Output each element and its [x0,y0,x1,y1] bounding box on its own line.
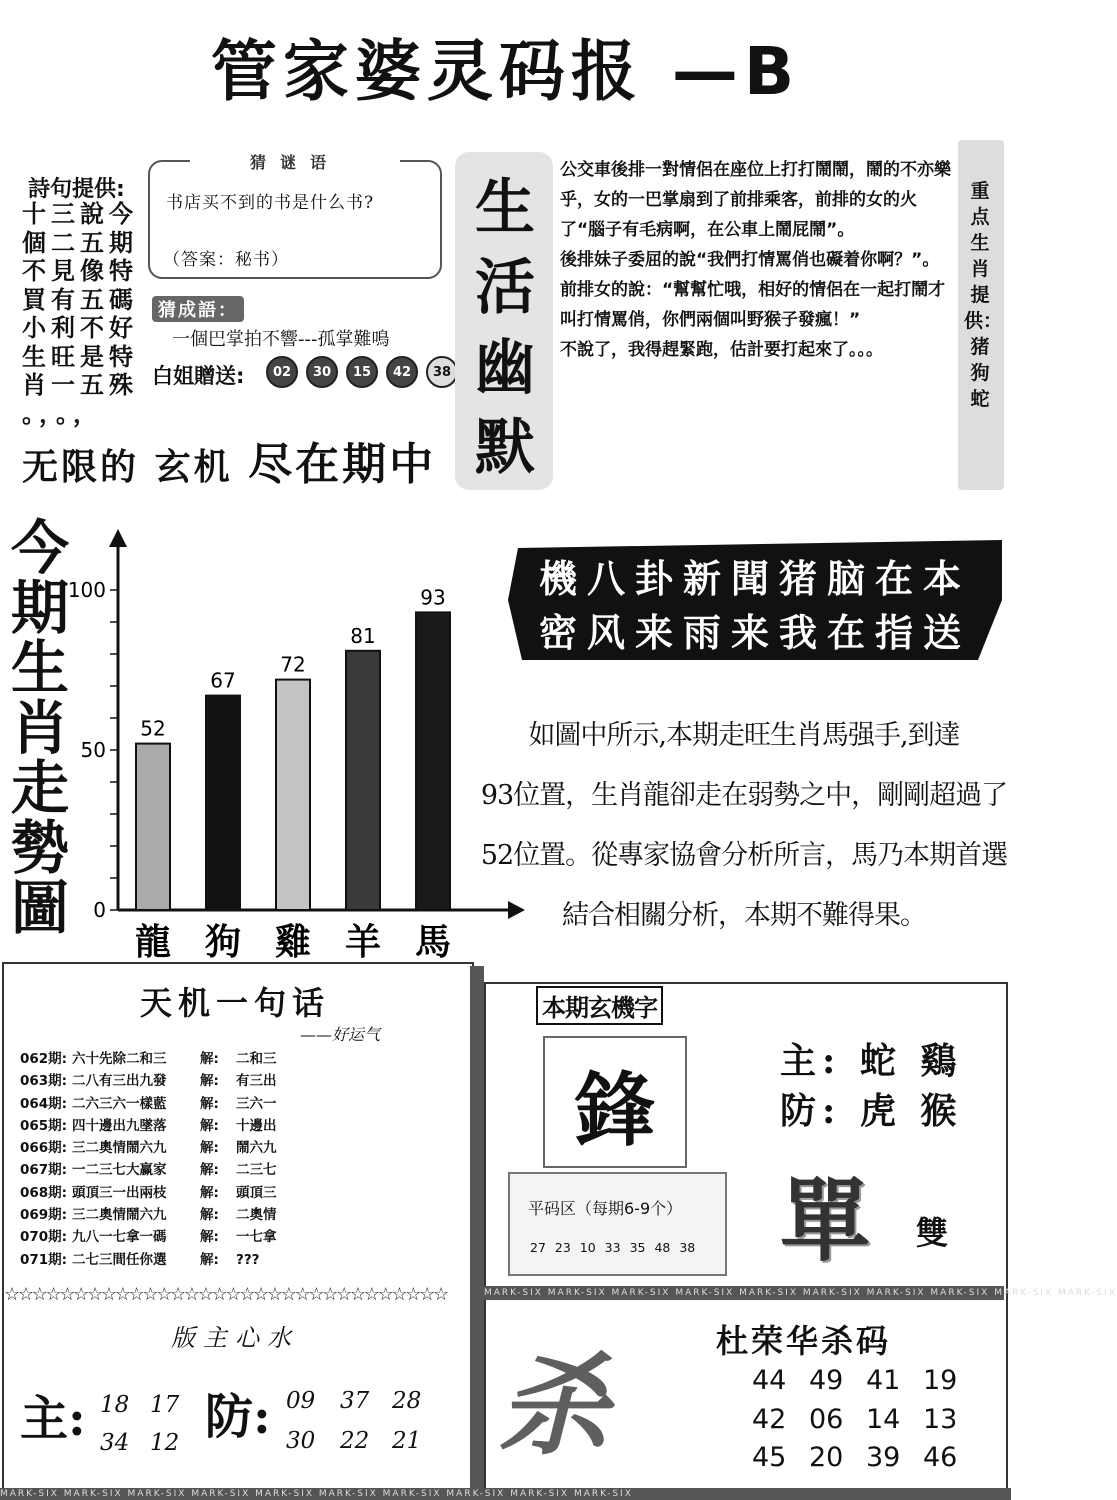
du-number: 14 [866,1403,901,1435]
riddle-heading: 猜谜语 [190,150,400,172]
poem-line: 肖一五殊 [22,371,138,399]
du-number: 49 [809,1365,844,1396]
tianji-phrase: 六十先除二和三 [72,1051,167,1067]
humor-title [468,168,542,488]
tianji-row [20,1249,316,1271]
pingma-number: 33 [604,1240,621,1255]
tianji-solution-label: 解: [200,1251,219,1268]
baijie-label: 白姐贈送: [152,364,245,388]
tianji-solution: 有三出 [236,1073,277,1090]
tianji-solution-label: 解: [200,1162,219,1179]
tianji-phrase: 頭頂三一出兩枝 [72,1184,167,1201]
analysis-line: 如圖中所示,本期走旺生肖馬强手,到達 [528,720,960,751]
tianji-solution: 二和三 [236,1051,277,1067]
humor-title-char: 默 [475,413,535,483]
shui-fang-number: 28 [392,1388,422,1414]
xuanji-fang: 防: 虎 猴 [780,1090,963,1132]
slogan-part: 玄机 [154,447,233,488]
y-tick-label: 100 [67,578,106,602]
tianji-row [20,1182,316,1204]
humor-paragraph: 不說了，我得趕緊跑，估計要打起來了。。。 [560,340,883,360]
tianji-solution: 頭頂三 [236,1184,277,1201]
shui-fang-number: 09 [286,1388,316,1414]
tianji-phrase: 二八有三出九發 [72,1073,167,1090]
tianji-phrase: 四十邊出九墜落 [72,1117,167,1134]
banner-line-1: 機八卦新聞猪脑在本 [538,557,971,601]
x-category-label: 雞 [274,922,312,963]
mark-six-strip: MARK-SIX MARK-SIX MARK-SIX MARK-SIX MARK-SIX MARK-SIX MARK-SIX MARK-SIX MARK-SIX MARK-SIX [0,1488,1011,1500]
tianji-row [20,1159,316,1181]
y-tick-label: 50 [80,738,106,762]
dan-char: 單 [780,1168,870,1274]
tianji-list [20,1048,316,1271]
du-number: 41 [866,1365,901,1396]
mark-six-strip: MARK-SIX MARK-SIX MARK-SIX MARK-SIX MARK-SIX MARK-SIX MARK-SIX MARK-SIX MARK-SIX MARK-SIX [484,1288,1117,1298]
xuanji-zhu: 主: 蛇 鷄 [780,1040,963,1082]
du-row [752,1362,980,1401]
shui-fang-label: 防: [205,1389,271,1445]
humor-title-char: 活 [475,253,535,323]
x-category-label: 狗 [204,922,242,963]
pingma-number: 23 [554,1240,571,1255]
tianji-period: 071期: [20,1251,68,1268]
tianji-row [20,1070,316,1092]
tianji-period: 064期: [20,1095,68,1112]
tianji-solution: 鬧六九 [236,1140,277,1157]
tianji-solution: 一七拿 [236,1229,277,1246]
du-number: 44 [752,1365,787,1396]
tianji-phrase: 一二三七大赢家 [72,1162,167,1179]
humor-paragraph: 前排女的說：“幫幫忙哦，相好的情侶在一起打鬧才叫打情罵俏，你們兩個叫野猴子發瘋！” [560,280,946,330]
pingma-numbers [530,1240,695,1255]
poem [22,200,138,428]
bar [416,612,450,910]
tianji-solution-label: 解: [200,1117,219,1134]
pingma-number: 10 [579,1240,596,1255]
bar [136,744,170,910]
x-category-label: 馬 [414,922,452,963]
du-row [752,1401,980,1440]
bar [206,696,240,910]
bar-value-label: 93 [420,585,446,610]
tianji-solution-label: 解: [200,1073,219,1090]
du-number: 20 [809,1442,844,1473]
tianji-phrase: 二六三六一樣藍 [72,1095,167,1112]
du-number: 46 [923,1442,958,1473]
du-row [752,1439,980,1478]
pingma-number: 48 [654,1240,671,1255]
shui-zhu-label: 主: [20,1391,86,1447]
zodiac-bar-chart [67,525,530,965]
shui-fang-number: 22 [340,1428,370,1454]
number-ball: 42 [386,356,418,388]
shui-zhu-number: 18 [100,1392,130,1418]
x-category-label: 羊 [344,922,382,963]
kill-decoration-char: 杀 [498,1341,608,1470]
idiom-heading: 猜成語： [152,296,244,322]
bar-value-label: 72 [280,652,306,677]
tianji-phrase: 三二奧情鬧六九 [72,1140,167,1157]
poem-line: 生旺是特 [22,342,138,371]
bar-value-label: 67 [210,668,236,693]
du-title: 杜荣华杀码 [716,1322,892,1360]
humor-body [560,155,952,365]
pingma-number: 38 [679,1240,696,1255]
tianji-period: 069期: [20,1207,68,1224]
shui-fang-number: 37 [340,1388,370,1414]
page-title: 管家婆灵码报 —B [210,33,801,110]
tianji-period: 062期: [20,1051,68,1067]
tianji-row [20,1093,316,1115]
zodiac-provider: 重点生肖提供：猪 狗 蛇 [964,180,1003,410]
number-ball: 15 [346,356,378,388]
shui-zhu-number: 17 [150,1392,180,1418]
tianji-solution-label: 解: [200,1095,219,1112]
du-number-grid [752,1362,980,1478]
analysis-line: 結合相關分析，本期不難得果。 [562,900,926,931]
number-ball: 38 [426,356,458,388]
poem-line: 個二五期 [22,228,138,257]
shuang-char: 雙 [916,1214,949,1252]
poem-line: 不見像特 [22,257,138,285]
tianji-title: 天机一句话 [139,984,330,1022]
analysis-line: 52位置。從專家協會分析所言，馬乃本期首選 [480,840,1008,871]
bar-value-label: 81 [350,623,376,648]
du-number: 45 [752,1442,787,1473]
tianji-solution-label: 解: [200,1051,219,1067]
xuanji-title: 本期玄機字 [536,986,663,1025]
tianji-phrase: 九八一七拿一碼 [72,1229,167,1246]
tianji-row [20,1115,316,1137]
tianji-row [20,1204,316,1226]
y-axis-arrow [109,529,127,547]
banner-line-2: 密风来雨来我在指送 [538,611,971,655]
du-number: 06 [809,1403,844,1435]
tianji-subtitle: ——好运气 [300,1025,381,1044]
du-number: 42 [752,1403,787,1435]
poem-line: 。，。， [22,399,102,428]
riddle-answer: （答案：秘书） [163,250,289,270]
pingma-title: 平码区（每期6-9个） [528,1199,683,1218]
tianji-solution-label: 解: [200,1184,219,1201]
x-category-label: 龍 [134,922,172,963]
shui-zhu-number: 34 [100,1430,130,1456]
tianji-solution-label: 解: [200,1140,219,1157]
humor-title-char: 幽 [475,333,535,403]
poem-line: 小利不好 [22,314,138,342]
analysis-text [478,706,1010,946]
pingma-number: 35 [629,1240,646,1255]
tianji-row [20,1137,316,1159]
slogan-part: 尽在期中 [248,439,437,490]
tianji-row [20,1048,316,1070]
humor-paragraph: 公交車後排一對情侶在座位上打打鬧鬧，鬧的不亦樂乎，女的一巴掌扇到了前排乘客，前排的女的火了“腦子有毛病啊，在公車上鬧屁鬧”。 [560,160,951,240]
shui-fang-number: 30 [286,1428,316,1454]
tianji-period: 068期: [20,1184,68,1201]
tianji-phrase: 二七三間任你選 [72,1251,167,1268]
du-number: 19 [923,1365,958,1396]
number-ball: 30 [306,356,338,388]
idiom-text: 一個巴掌拍不響---孤掌難鳴 [172,329,390,350]
humor-paragraph: 後排妹子委屈的說“我們打情罵俏也礙着你啊？”。 [560,250,940,270]
xuanji-char: 鋒 [575,1063,655,1157]
chart-title: 今期生肖走勢圖 [10,514,69,942]
tianji-period: 066期: [20,1140,68,1157]
bar [276,680,310,910]
tianji-period: 063期: [20,1073,68,1090]
tianji-solution-label: 解: [200,1229,219,1246]
shui-zhu-number: 12 [150,1430,180,1456]
shui-title: 版主心水 [171,1324,299,1352]
banner [508,540,1002,660]
du-number: 13 [923,1403,958,1435]
humor-title-char: 生 [475,173,535,243]
poem-label: 詩句提供: [28,177,125,202]
bar-value-label: 52 [140,716,166,741]
shui-fang-number: 21 [392,1428,422,1454]
poem-line: 十三說今 [22,200,138,228]
baijie-balls [266,356,458,388]
mark-six-strip [470,966,484,1492]
y-tick-label: 0 [93,898,106,922]
tianji-phrase: 三二奧情鬧六九 [72,1207,167,1224]
xuanji-picks [780,1036,962,1136]
tianji-solution: 二三七 [236,1162,277,1179]
tianji-period: 067期: [20,1162,68,1179]
star-divider: ☆☆☆☆☆☆☆☆☆☆☆☆☆☆☆☆☆☆☆☆☆☆☆☆☆☆☆☆☆☆☆☆ [4,1284,447,1305]
tianji-period: 070期: [20,1229,68,1246]
tianji-period: 065期: [20,1117,68,1134]
tianji-solution: 三六一 [236,1095,277,1112]
tianji-row [20,1226,316,1248]
pingma-number: 27 [530,1240,546,1255]
pingma-box [508,1172,727,1276]
poem-line: 買有五碼 [22,285,138,314]
analysis-line: 93位置，生肖龍卻走在弱勢之中，剛剛超過了 [480,780,1008,811]
tianji-solution: 二奧情 [236,1207,277,1224]
tianji-solution: 十邊出 [236,1117,277,1134]
slogan-part: 无限的 [22,447,140,488]
slogan [22,428,436,492]
du-number: 39 [866,1442,901,1473]
bar [346,651,380,910]
tianji-solution-label: 解: [200,1207,219,1224]
riddle-question: 书店买不到的书是什么书? [166,193,375,213]
number-ball: 02 [266,356,298,388]
tianji-solution: ??? [236,1251,260,1268]
